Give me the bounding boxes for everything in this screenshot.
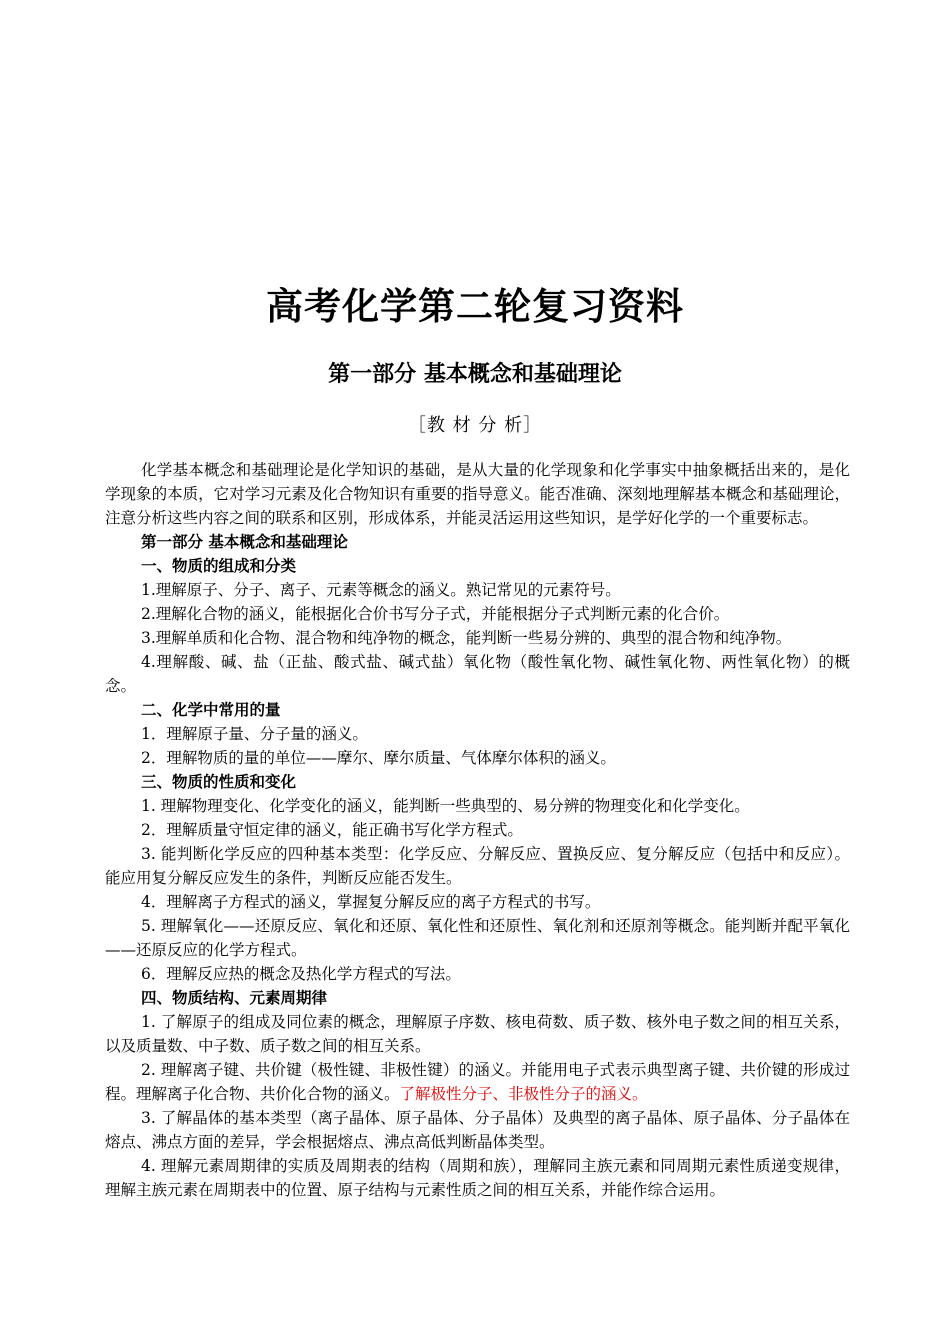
section-heading: 一、物质的组成和分类	[141, 557, 297, 575]
list-item-text: 2. 理解离子键、共价键（极性键、非极性键）的涵义。并能用电子式表示典型离子键、共价键的形成过程。理解离子化合物、共价化合物的涵义。	[105, 1061, 850, 1103]
list-item: 1. 理解物理变化、化学变化的涵义，能判断一些典型的、易分辨的物理变化和化学变化。	[141, 797, 750, 815]
section-heading: 四、物质结构、元素周期律	[141, 989, 328, 1007]
section-label: ［教 材 分 析］	[407, 415, 543, 436]
list-item: 4.理解酸、碱、盐（正盐、酸式盐、碱式盐）氧化物（酸性氧化物、碱性氧化物、两性氧化物）的概念。	[105, 653, 850, 695]
list-item: 2．理解物质的量的单位——摩尔、摩尔质量、气体摩尔体积的涵义。	[141, 749, 616, 767]
part-heading: 第一部分 基本概念和基础理论	[141, 533, 348, 551]
list-item: 3. 了解晶体的基本类型（离子晶体、原子晶体、分子晶体）及典型的离子晶体、原子晶体、分子晶体在熔点、沸点方面的差异，学会根据熔点、沸点高低判断晶体类型。	[105, 1109, 850, 1151]
list-item: 4. 理解元素周期律的实质及周期表的结构（周期和族），理解同主族元素和同周期元素性质递变规律，理解主族元素在周期表中的位置、原子结构与元素性质之间的相互关系，并能作综合运用。	[105, 1157, 850, 1199]
list-item: 2.理解化合物的涵义，能根据化合价书写分子式，并能根据分子式判断元素的化合价。	[141, 605, 730, 623]
list-item: 3.理解单质和化合物、混合物和纯净物的概念，能判断一些易分辨的、典型的混合物和纯净物。	[141, 629, 792, 647]
list-item: 1. 了解原子的组成及同位素的概念，理解原子序数、核电荷数、质子数、核外电子数之间的相互关系，以及质量数、中子数、质子数之间的相互关系。	[105, 1013, 850, 1055]
list-item	[105, 1058, 850, 1106]
document-body	[105, 458, 850, 1202]
list-item: 6．理解反应热的概念及热化学方程式的写法。	[141, 965, 461, 983]
intro-paragraph: 化学基本概念和基础理论是化学知识的基础，是从大量的化学现象和化学事实中抽象概括出来的，是化学现象的本质，它对学习元素及化合物知识有重要的指导意义。能否准确、深刻地理解基本概念和基础理论，注意分析这些内容之间的联系和区别，形成体系，并能灵活运用这些知识，是学好化学的一个重要标志。	[105, 461, 850, 527]
document-subtitle: 第一部分 基本概念和基础理论	[328, 362, 622, 387]
section-heading: 三、物质的性质和变化	[141, 773, 297, 791]
document-title: 高考化学第二轮复习资料	[266, 285, 684, 328]
highlighted-text: 了解极性分子、非极性分子的涵义。	[399, 1085, 648, 1103]
section-heading: 二、化学中常用的量	[141, 701, 281, 719]
list-item: 2．理解质量守恒定律的涵义，能正确书写化学方程式。	[141, 821, 523, 839]
list-item: 1．理解原子量、分子量的涵义。	[141, 725, 368, 743]
list-item: 3. 能判断化学反应的四种基本类型：化学反应、分解反应、置换反应、复分解反应（包括中和反应）。能应用复分解反应发生的条件，判断反应能否发生。	[105, 845, 850, 887]
list-item: 1.理解原子、分子、离子、元素等概念的涵义。熟记常见的元素符号。	[141, 581, 621, 599]
list-item: 4．理解离子方程式的涵义，掌握复分解反应的离子方程式的书写。	[141, 893, 601, 911]
list-item: 5. 理解氧化——还原反应、氧化和还原、氧化性和还原性、氧化剂和还原剂等概念。能判断并配平氧化——还原反应的化学方程式。	[105, 917, 850, 959]
